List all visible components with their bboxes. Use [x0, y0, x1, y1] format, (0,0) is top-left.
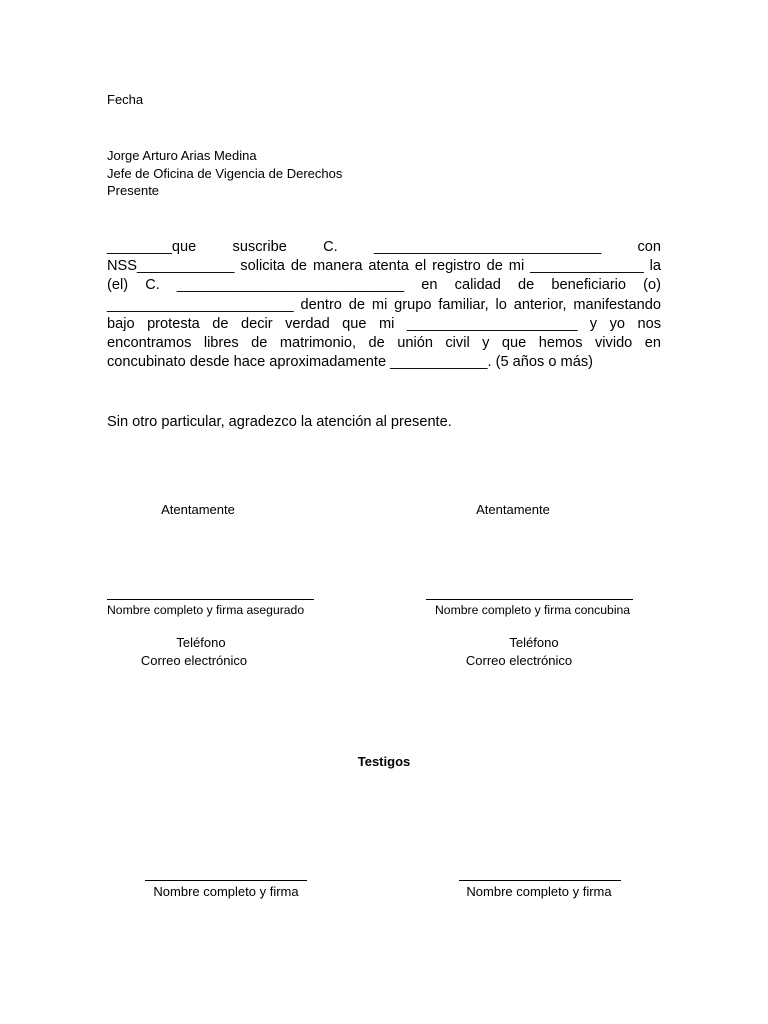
addressee-position: Jefe de Oficina de Vigencia de Derechos — [107, 165, 343, 181]
left-salutation: Atentamente — [161, 502, 235, 517]
body-line: (el) C. ____________________________ en calidad de beneficiario (o) — [107, 277, 661, 294]
left-email-label: Correo electrónico — [140, 653, 248, 668]
body-line: concubinato desde hace aproximadamente ____________. (5 años o más) — [107, 354, 593, 371]
witnesses-title: Testigos — [357, 754, 411, 769]
body-line: _______________________ dentro de mi grupo familiar, lo anterior, manifestando — [107, 296, 661, 313]
witness-left-signature-line — [145, 880, 307, 881]
date-label: Fecha — [107, 92, 144, 107]
right-email-label: Correo electrónico — [465, 653, 573, 668]
body-line: NSS____________ solicita de manera atenta el registro de mi ______________ la — [107, 258, 661, 275]
right-salutation: Atentamente — [476, 502, 550, 517]
body-line: bajo protesta de decir verdad que mi _____________________ y yo nos — [107, 315, 661, 332]
body-line: ________que suscribe C. ____________________________ con — [107, 239, 661, 255]
right-phone-label: Teléfono — [509, 635, 559, 650]
witness-right-signature-line — [459, 880, 621, 881]
body-line: encontramos libres de matrimonio, de unión civil y que hemos vivido en — [107, 335, 661, 352]
left-phone-label: Teléfono — [176, 635, 226, 650]
body-paragraph — [107, 238, 661, 372]
addressee-name: Jorge Arturo Arias Medina — [107, 148, 257, 163]
witness-left-caption: Nombre completo y firma — [153, 884, 299, 899]
addressee-block — [107, 147, 342, 200]
right-signature-line — [426, 599, 633, 600]
left-signature-line — [107, 599, 314, 600]
left-signature-caption: Nombre completo y firma asegurado — [107, 603, 305, 617]
witness-right-caption: Nombre completo y firma — [466, 884, 612, 899]
closing-text: Sin otro particular, agradezco la atención al presente. — [107, 414, 452, 430]
addressee-greeting: Presente — [107, 183, 160, 198]
right-signature-caption: Nombre completo y firma concubina — [435, 603, 631, 617]
